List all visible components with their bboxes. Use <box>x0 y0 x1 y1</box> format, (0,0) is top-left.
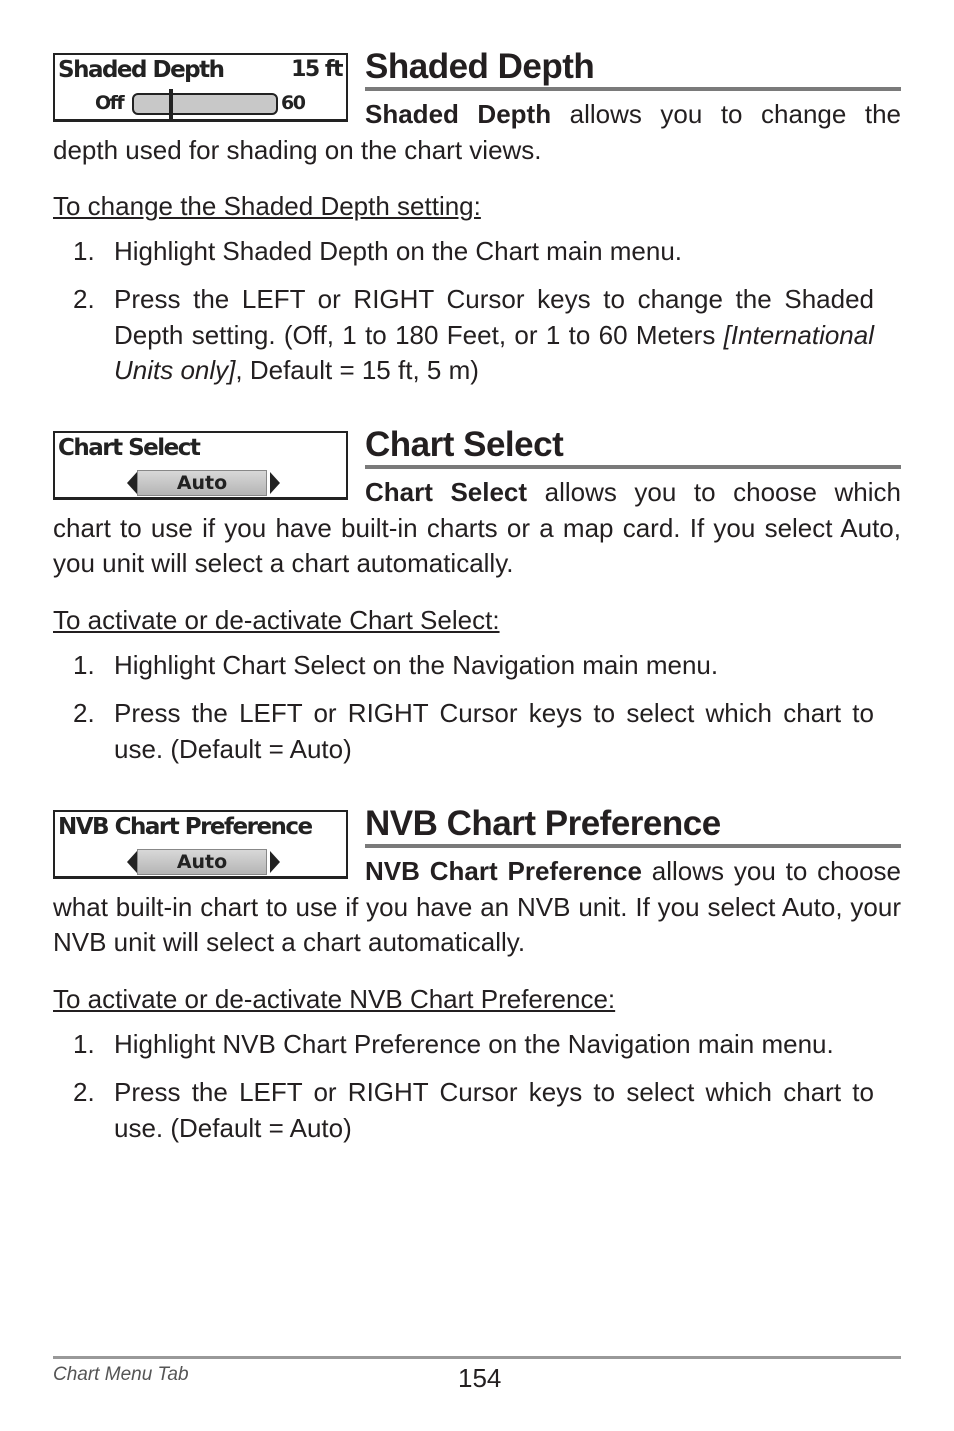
step-item <box>73 1027 874 1063</box>
intro-text: allows you to choose which chart to use if you have built-in charts or a map card. If you select Auto, you unit will select a chart automatically. <box>53 477 901 578</box>
menu-title: Shaded Depth <box>58 57 224 83</box>
intro-text: allows you to choose what built-in chart to use if you have an NVB unit. If you select Auto, your NVB unit will select a chart automatically. <box>53 856 901 957</box>
intro-bold: NVB Chart Preference <box>365 856 642 886</box>
footer-rule <box>53 1356 901 1359</box>
menu-title: NVB Chart Preference <box>58 814 312 840</box>
page-number: 154 <box>458 1363 502 1393</box>
section-heading: NVB Chart Preference <box>365 804 901 848</box>
section-nvb-chart-preference <box>53 804 901 1150</box>
step-text: Highlight Chart Select on the Navigation main menu. <box>114 650 719 680</box>
menu-value: Auto <box>137 470 267 496</box>
step-italic-note: [International Units only] <box>114 319 874 385</box>
section-intro <box>53 97 901 168</box>
section-heading: Shaded Depth <box>365 47 901 91</box>
section-chart-select <box>53 425 901 771</box>
section-intro <box>53 854 901 961</box>
intro-bold: Chart Select <box>365 477 528 507</box>
step-number: 1. <box>73 236 95 266</box>
step-number: 2. <box>73 1077 95 1107</box>
step-number: 1. <box>73 1029 95 1059</box>
step-item <box>73 696 874 767</box>
procedure-title: To activate or de-activate Chart Select: <box>53 605 500 635</box>
step-text: Highlight NVB Chart Preference on the Navigation main menu. <box>114 1029 834 1059</box>
step-text: Press the LEFT or RIGHT Cursor keys to select which chart to use. (Default = Auto) <box>114 1077 874 1143</box>
step-item <box>73 1075 874 1146</box>
step-item <box>73 234 874 270</box>
slider-min-label: Off <box>95 92 124 114</box>
procedure-title: To change the Shaded Depth setting: <box>53 191 481 221</box>
menu-title: Chart Select <box>58 435 200 461</box>
footer-section-label: Chart Menu Tab <box>53 1364 189 1385</box>
menu-value: Auto <box>137 849 267 875</box>
procedure-title: To activate or de-activate NVB Chart Preference: <box>53 984 616 1014</box>
intro-bold: Shaded Depth <box>365 99 552 129</box>
step-text: Press the LEFT or RIGHT Cursor keys to change the Shaded Depth setting. (Off, 1 to 180 Feet, or 1 to 60 Meters [International Units only], Default = 15 ft, 5 m) <box>114 284 874 385</box>
step-text: Highlight Shaded Depth on the Chart main menu. <box>114 236 683 266</box>
section-shaded-depth <box>53 47 901 393</box>
step-text: Press the LEFT or RIGHT Cursor keys to select which chart to use. (Default = Auto) <box>114 698 874 764</box>
slider-max-label: 60 <box>281 92 305 114</box>
section-heading: Chart Select <box>365 425 901 469</box>
intro-text: allows you to change the depth used for shading on the chart views. <box>53 99 901 165</box>
step-number: 2. <box>73 284 95 314</box>
section-intro <box>53 475 901 582</box>
menu-value: 15 ft <box>291 57 342 82</box>
step-number: 1. <box>73 650 95 680</box>
step-item <box>73 648 874 684</box>
step-number: 2. <box>73 698 95 728</box>
step-item <box>73 282 874 389</box>
